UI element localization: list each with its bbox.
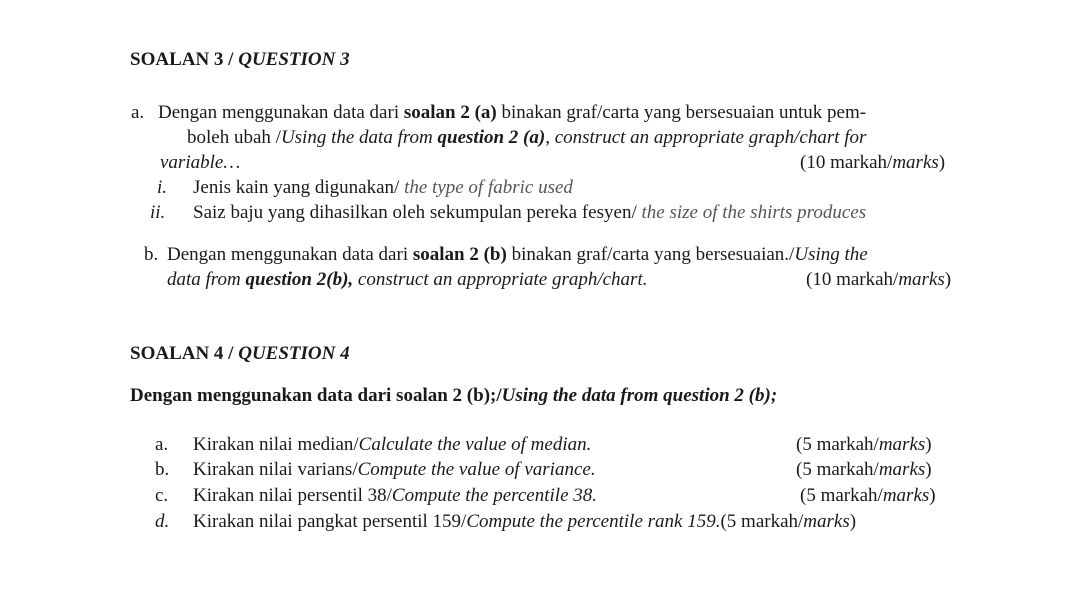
heading-label: SOALAN 4 / bbox=[130, 343, 239, 364]
question-4-heading bbox=[130, 342, 350, 366]
q3a-marker: a. bbox=[131, 102, 145, 123]
marks-text-italic: marks bbox=[898, 269, 945, 290]
q4-item-b-marker: b. bbox=[155, 459, 170, 480]
marks-text-italic: marks bbox=[878, 459, 926, 480]
item-text: Kirakan nilai median/ bbox=[193, 434, 359, 455]
q4-item-c bbox=[193, 484, 597, 508]
marks-text: ) bbox=[849, 511, 857, 532]
intro-text-italic: Using the data from question 2 (b); bbox=[501, 385, 778, 406]
item-text-en: Compute the value of variance. bbox=[357, 459, 596, 480]
text-span-italic: construct an appropriate graph/chart. bbox=[353, 269, 648, 290]
text-span: binakan graf/carta yang bersesuaian untuk pem- bbox=[496, 102, 867, 123]
q3a-line-2 bbox=[187, 126, 866, 150]
item-text-en: Calculate the value of median. bbox=[358, 434, 592, 455]
text-span: boleh ubah / bbox=[187, 127, 281, 148]
marks-text-italic: marks bbox=[892, 152, 939, 173]
q4-item-d bbox=[193, 510, 856, 534]
question-3-heading bbox=[130, 48, 350, 72]
text-span-italic: Using the bbox=[794, 244, 868, 265]
text-span-italic: data from bbox=[167, 269, 246, 290]
marks-text-italic: marks bbox=[878, 434, 926, 455]
marks-text-italic: marks bbox=[803, 511, 850, 532]
text-span-italic: , construct an appropriate graph/chart for bbox=[545, 127, 867, 148]
q3a-item-ii bbox=[193, 201, 866, 225]
item-text-en: the type of fabric used bbox=[404, 177, 573, 198]
q3b-marks bbox=[806, 268, 951, 292]
item-text: Kirakan nilai persentil 38/ bbox=[193, 485, 392, 506]
q3a-line-3: variable… bbox=[160, 152, 241, 173]
marks-text: ) bbox=[929, 485, 936, 506]
marks-text: (10 markah/ bbox=[806, 269, 899, 290]
text-span: Dengan menggunakan data dari bbox=[158, 102, 404, 123]
marks-text: ) bbox=[925, 434, 932, 455]
text-span: binakan graf/carta yang bersesuaian./ bbox=[506, 244, 795, 265]
text-span: Dengan menggunakan data dari bbox=[167, 244, 413, 265]
q3a-item-i bbox=[193, 176, 573, 200]
item-text: Saiz baju yang dihasilkan oleh sekumpulan pereka fesyen/ bbox=[193, 202, 642, 223]
q3b-marker: b. bbox=[144, 244, 159, 265]
q3a-line-1 bbox=[158, 101, 866, 125]
q4-item-b-marks bbox=[796, 458, 932, 482]
heading-label-en: QUESTION 4 bbox=[238, 343, 350, 364]
marks-text: (5 markah/ bbox=[720, 511, 804, 532]
text-span-bold: question 2 (a) bbox=[437, 127, 546, 148]
intro-text: Dengan menggunakan data dari soalan 2 (b);/ bbox=[130, 385, 502, 406]
text-span-bold: question 2(b), bbox=[245, 269, 354, 290]
q4-item-c-marker: c. bbox=[155, 485, 169, 506]
q4-item-a-marker: a. bbox=[155, 434, 169, 455]
item-text: Kirakan nilai pangkat persentil 159/ bbox=[193, 511, 467, 532]
q4-item-a-marks bbox=[796, 433, 932, 457]
q3a-item-i-marker: i. bbox=[157, 177, 168, 198]
marks-text: ) bbox=[944, 269, 952, 290]
marks-text: (10 markah/ bbox=[800, 152, 893, 173]
marks-text: (5 markah/ bbox=[796, 434, 879, 455]
heading-label-en: QUESTION 3 bbox=[238, 49, 350, 70]
q4-intro bbox=[130, 384, 777, 408]
marks-text: ) bbox=[938, 152, 946, 173]
marks-text: ) bbox=[925, 459, 932, 480]
marks-text: (5 markah/ bbox=[796, 459, 879, 480]
q3a-marks bbox=[800, 151, 945, 175]
item-text-en: Compute the percentile rank 159. bbox=[466, 511, 721, 532]
marks-text-italic: marks bbox=[882, 485, 930, 506]
item-text-en: Compute the percentile 38. bbox=[391, 485, 597, 506]
q4-item-c-marks bbox=[800, 484, 936, 508]
text-span-bold: soalan 2 (b) bbox=[412, 244, 507, 265]
q4-item-d-marker: d. bbox=[155, 511, 170, 532]
q3a-item-ii-marker: ii. bbox=[150, 202, 166, 223]
item-text-en: the size of the shirts produces bbox=[641, 202, 867, 223]
item-text: Jenis kain yang digunakan/ bbox=[193, 177, 405, 198]
heading-label: SOALAN 3 / bbox=[130, 49, 239, 70]
q4-item-a bbox=[193, 433, 591, 457]
item-text: Kirakan nilai varians/ bbox=[193, 459, 358, 480]
q3b-line-1 bbox=[167, 243, 868, 267]
text-span-bold: soalan 2 (a) bbox=[403, 102, 497, 123]
text-span-italic: Using the data from bbox=[280, 127, 438, 148]
marks-text: (5 markah/ bbox=[800, 485, 883, 506]
q4-item-b bbox=[193, 458, 596, 482]
q3b-line-2 bbox=[167, 268, 647, 292]
